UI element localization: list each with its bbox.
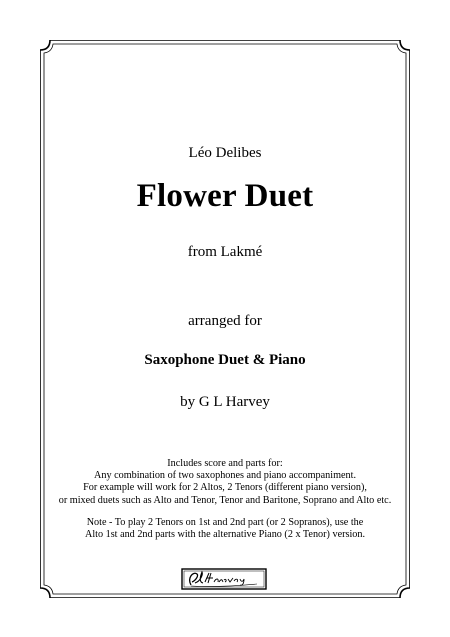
- arranger-credit: by G L Harvey: [180, 394, 270, 410]
- note-line: Note - To play 2 Tenors on 1st and 2nd part (or 2 Sopranos), use the: [86, 516, 364, 528]
- cover-page: [40, 40, 410, 598]
- notes-line: Any combination of two saxophones and piano accompaniment.: [94, 470, 356, 482]
- arranged-for-label: arranged for: [188, 313, 262, 329]
- note-line: Alto 1st and 2nd parts with the alternative Piano (2 x Tenor) version.: [84, 529, 366, 541]
- notes-line: or mixed duets such as Alto and Tenor, Tenor and Baritone, Soprano and Alto etc.: [58, 494, 392, 506]
- notes-gap: [40, 507, 410, 517]
- signature-logo: [181, 568, 267, 590]
- instrumentation: Saxophone Duet & Piano: [144, 352, 306, 368]
- composer-name: Léo Delibes: [188, 145, 262, 161]
- page-title: Flower Duet: [136, 178, 314, 214]
- notes-line: Includes score and parts for:: [167, 458, 283, 469]
- notes-line: For example will work for 2 Altos, 2 Tenors (different piano version),: [83, 482, 367, 494]
- signature-logo-svg: [181, 568, 267, 590]
- work-subtitle: from Lakmé: [187, 244, 263, 260]
- notes-block: [40, 458, 410, 541]
